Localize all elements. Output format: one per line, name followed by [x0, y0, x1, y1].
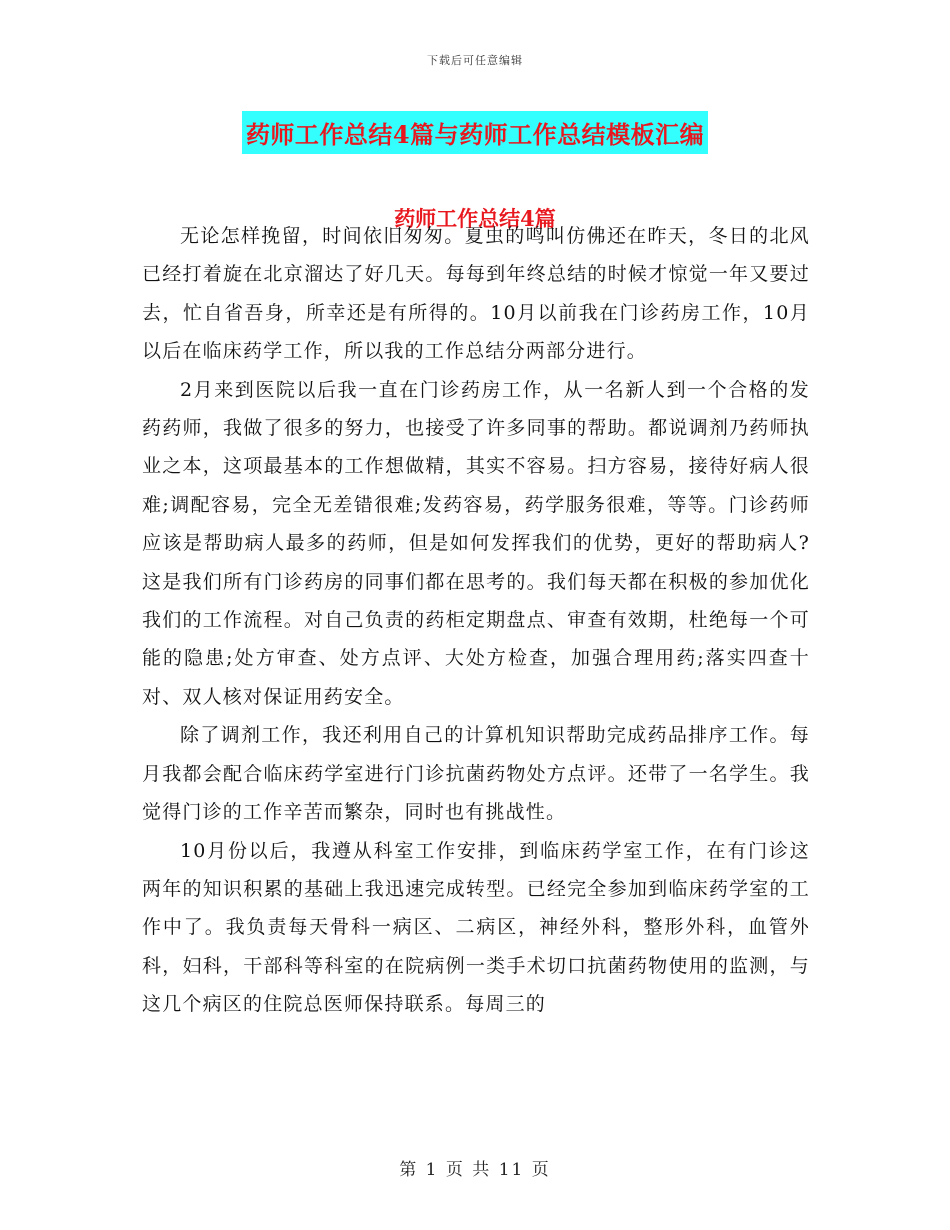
body-text [142, 217, 810, 1024]
page-footer: 第 1 页 共 11 页 [399, 1160, 551, 1180]
paragraph: 无论怎样挽留，时间依旧匆匆。夏虫的鸣叫仿佛还在昨天，冬日的北风已经打着旋在北京溜达了好几天。每每到年终总结的时候才惊觉一年又要过去，忙自省吾身，所幸还是有所得的。10月以前我在门诊药房工作，10月以后在临床药学工作，所以我的工作总结分两部分进行。 [142, 225, 810, 363]
header-note: 下载后可任意编辑 [427, 54, 523, 67]
paragraph: 除了调剂工作，我还利用自己的计算机知识帮助完成药品排序工作。每月我都会配合临床药学室进行门诊抗菌药物处方点评。还带了一名学生。我觉得门诊的工作辛苦而繁杂，同时也有挑战性。 [142, 724, 810, 824]
paragraph: 2月来到医院以后我一直在门诊药房工作，从一名新人到一个合格的发药药师，我做了很多的努力，也接受了许多同事的帮助。都说调剂乃药师执业之本，这项最基本的工作想做精，其实不容易。扫方容易，接待好病人很难;调配容易，完全无差错很难;发药容易，药学服务很难，等等。门诊药师应该是帮助病人最多的药师，但是如何发挥我们的优势，更好的帮助病人?这是我们所有门诊药房的同事们都在思考的。我们每天都在积极的参加优化我们的工作流程。对自己负责的药柜定期盘点、审查有效期，杜绝每一个可能的隐患;处方审查、处方点评、大处方检查，加强合理用药;落实四查十对、双人核对保证用药安全。 [142, 378, 810, 708]
main-title: 药师工作总结4篇与药师工作总结模板汇编 [242, 111, 708, 154]
section-title: 药师工作总结4篇 [394, 206, 556, 231]
main-title-container [0, 111, 950, 154]
paragraph: 10月份以后，我遵从科室工作安排，到临床药学室工作，在有门诊这两年的知识积累的基础上我迅速完成转型。已经完全参加到临床药学室的工作中了。我负责每天骨科一病区、二病区，神经外科，整形外科，血管外科，妇科，干部科等科室的在院病例一类手术切口抗菌药物使用的监测，与这几个病区的住院总医师保持联系。每周三的 [142, 839, 810, 1016]
